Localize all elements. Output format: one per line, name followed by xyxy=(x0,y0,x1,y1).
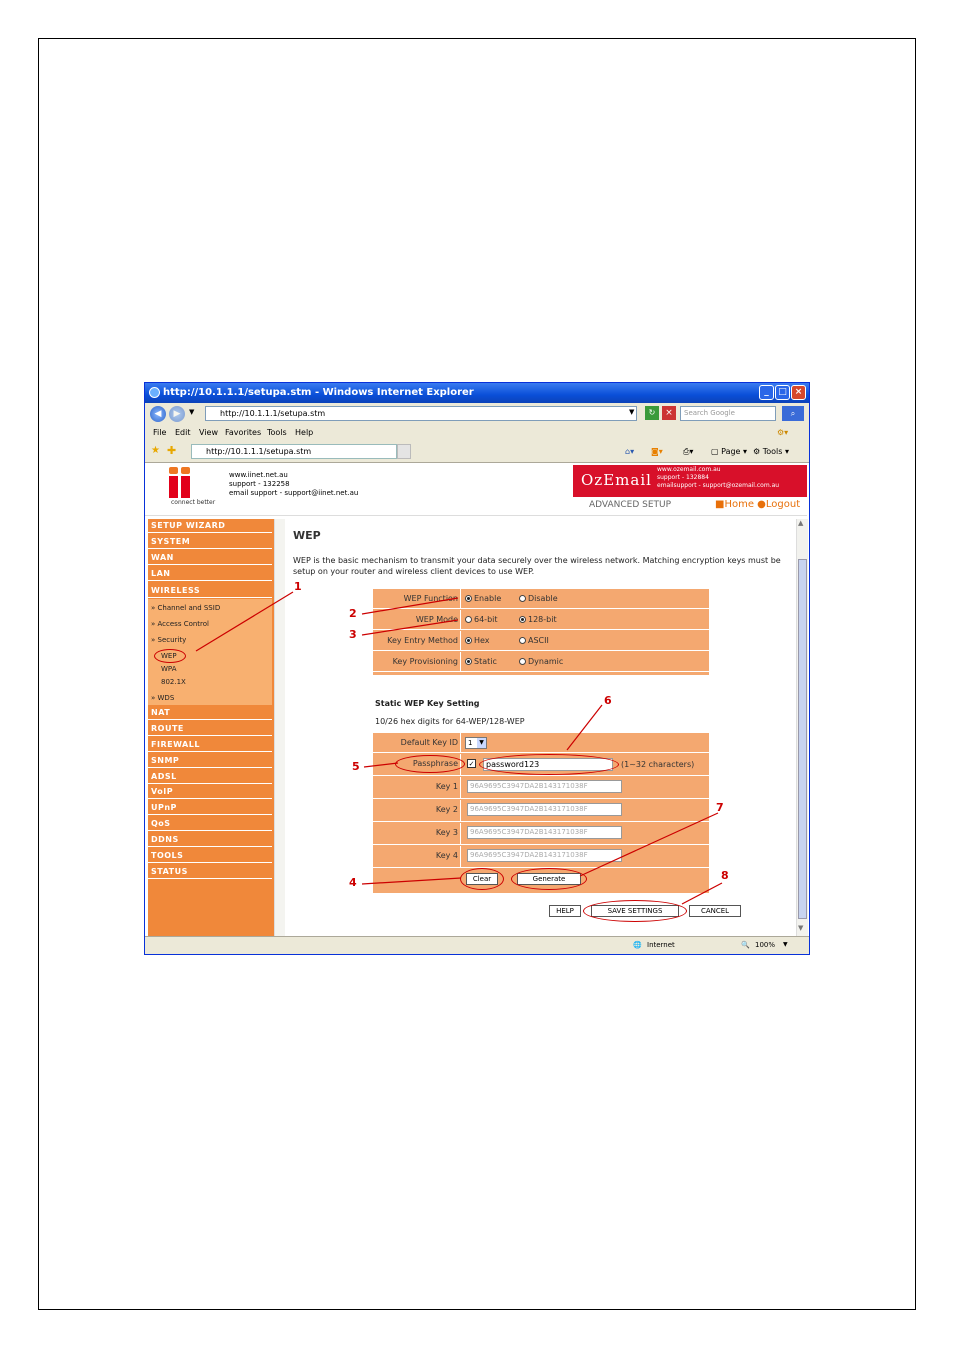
static-wep-title: Static WEP Key Setting xyxy=(375,699,480,708)
wep-function-row xyxy=(373,589,709,609)
ie-icon xyxy=(149,387,160,398)
default-key-label: Default Key ID xyxy=(373,733,461,752)
menu-favorites[interactable]: Favorites xyxy=(225,428,262,437)
menu-bar xyxy=(145,425,809,441)
iinet-site: www.iinet.net.au xyxy=(229,471,288,479)
zoom-dropdown-icon[interactable]: ▼ xyxy=(783,941,788,948)
sidebar-item-access-control[interactable]: » Access Control xyxy=(151,620,209,628)
passphrase-highlight-ring xyxy=(395,755,465,773)
ascii-label: ASCII xyxy=(528,636,549,645)
page-description: WEP is the basic mechanism to transmit your data securely over the wireless network. Matching encryption keys must be setup on your router and wireless client devices to use WEP. xyxy=(293,556,781,576)
key2-label: Key 2 xyxy=(373,800,461,821)
search-icon[interactable]: ⌕ xyxy=(782,406,804,421)
wep-mode-128[interactable] xyxy=(519,610,557,629)
sidebar-item-setup-wizard[interactable]: SETUP WIZARD xyxy=(148,519,272,533)
dynamic-label: Dynamic xyxy=(528,657,564,666)
key-provisioning-row xyxy=(373,652,709,672)
key1-input[interactable]: 96A9695C3947DA2B143171038F xyxy=(467,780,622,793)
key-entry-ascii[interactable] xyxy=(519,631,549,650)
hex-label: Hex xyxy=(474,636,490,645)
menu-tools[interactable]: Tools xyxy=(267,428,287,437)
history-dropdown-icon[interactable]: ▼ xyxy=(189,408,195,416)
iinet-support: support - 132258 xyxy=(229,480,290,488)
sidebar-item-wds[interactable]: » WDS xyxy=(151,694,175,702)
enable-label: Enable xyxy=(474,594,502,603)
ozemail-banner xyxy=(573,465,807,497)
iinet-contact xyxy=(229,471,358,498)
menu-view[interactable]: View xyxy=(199,428,218,437)
tab-setupa[interactable]: http://10.1.1.1/setupa.stm xyxy=(191,444,397,459)
generate-highlight-ring xyxy=(511,868,587,890)
sidebar-item-channel-ssid[interactable]: » Channel and SSID xyxy=(151,604,221,612)
zoom-icon[interactable]: 🔍 xyxy=(741,941,750,949)
feeds-icon[interactable]: ◙▾ xyxy=(651,447,663,456)
disable-label: Disable xyxy=(528,594,558,603)
close-button[interactable]: × xyxy=(791,385,806,400)
radio-icon[interactable] xyxy=(519,658,526,665)
default-key-row xyxy=(373,733,709,753)
tools-menu-label: Tools xyxy=(762,447,783,456)
header-divider xyxy=(145,515,807,516)
browser-window xyxy=(144,382,810,955)
save-settings-button[interactable]: SAVE SETTINGS xyxy=(591,905,679,917)
static-label: Static xyxy=(474,657,497,666)
help-button[interactable]: HELP xyxy=(549,905,581,917)
tools-menu[interactable]: ⚙ Tools ▾ xyxy=(753,447,789,456)
generate-button[interactable]: Generate xyxy=(517,873,581,885)
passphrase-input-highlight-ring xyxy=(479,754,619,775)
sidebar-item-lan[interactable]: LAN xyxy=(148,567,272,581)
sidebar-item-upnp[interactable]: UPnP xyxy=(148,801,272,815)
wep-mode-label: WEP Mode xyxy=(373,610,461,629)
key4-label: Key 4 xyxy=(373,846,461,867)
print-icon[interactable]: ⎙▾ xyxy=(683,447,694,456)
zoom-level[interactable]: 100% xyxy=(755,941,776,949)
128bit-label: 128-bit xyxy=(528,615,557,624)
minimize-button[interactable]: _ xyxy=(759,385,774,400)
callout-4: 4 xyxy=(349,876,357,889)
sidebar-item-8021x[interactable]: 802.1X xyxy=(161,678,186,686)
logout-link-label[interactable]: Logout xyxy=(765,499,801,510)
64bit-label: 64-bit xyxy=(474,615,498,624)
sidebar-item-snmp[interactable]: SNMP xyxy=(148,754,272,768)
title-bar xyxy=(145,383,809,403)
key-prov-dynamic[interactable] xyxy=(519,652,563,671)
sidebar-item-wan[interactable]: WAN xyxy=(148,551,272,565)
static-key-table xyxy=(373,733,709,893)
advanced-setup-label: ADVANCED SETUP xyxy=(589,500,672,510)
menu-help[interactable]: Help xyxy=(295,428,314,437)
forward-icon[interactable]: ▶ xyxy=(169,406,185,422)
refresh-icon[interactable]: ↻ xyxy=(645,406,659,420)
key1-label: Key 1 xyxy=(373,777,461,798)
new-tab-button[interactable] xyxy=(397,444,411,459)
callout-8: 8 xyxy=(721,869,729,882)
callout-5: 5 xyxy=(352,760,360,773)
favorites-star-icon[interactable]: ★ xyxy=(151,445,160,456)
address-dropdown-icon[interactable]: ▼ xyxy=(629,408,635,416)
static-wep-hint: 10/26 hex digits for 64-WEP/128-WEP xyxy=(375,717,525,726)
key1-row xyxy=(373,777,709,799)
sidebar-item-security[interactable]: » Security xyxy=(151,636,187,644)
save-highlight-ring xyxy=(583,900,687,922)
status-zone: Internet xyxy=(647,941,675,949)
address-toolbar xyxy=(145,403,809,425)
ozemail-contact xyxy=(657,466,779,490)
menu-file[interactable]: File xyxy=(153,428,167,437)
home-link[interactable]: ■Home ●Logout xyxy=(715,499,801,510)
key-prov-static[interactable] xyxy=(465,652,497,671)
key-entry-label: Key Entry Method xyxy=(373,631,461,650)
key3-row xyxy=(373,823,709,845)
chevron-down-icon[interactable]: ▼ xyxy=(477,738,486,748)
callout-6: 6 xyxy=(604,694,612,707)
key4-row xyxy=(373,846,709,868)
key4-input[interactable]: 96A9695C3947DA2B143171038F xyxy=(467,849,622,862)
wep-mode-row xyxy=(373,610,709,630)
sidebar-item-wpa[interactable]: WPA xyxy=(161,665,177,673)
callout-3: 3 xyxy=(349,628,357,641)
callout-2: 2 xyxy=(349,607,357,620)
key3-label: Key 3 xyxy=(373,823,461,844)
sidebar-item-wep[interactable]: WEP xyxy=(161,652,177,660)
sidebar-item-voip[interactable]: VoIP xyxy=(148,785,272,799)
search-input[interactable]: Search Google xyxy=(680,406,776,421)
status-bar xyxy=(145,936,809,954)
scroll-thumb[interactable] xyxy=(798,559,807,919)
radio-icon[interactable] xyxy=(465,637,472,644)
page-content xyxy=(145,463,809,936)
key-provisioning-label: Key Provisioning xyxy=(373,652,461,671)
sidebar xyxy=(148,519,274,936)
wep-mode-64[interactable] xyxy=(465,610,498,629)
sidebar-item-status[interactable]: STATUS xyxy=(148,865,272,879)
oz-email: emailsupport - support@ozemail.com.au xyxy=(657,482,780,489)
page-title: WEP xyxy=(293,529,321,542)
oz-site: www.ozemail.com.au xyxy=(657,466,721,473)
page-scrollbar[interactable] xyxy=(796,519,808,936)
passphrase-checkbox[interactable]: ✓ xyxy=(468,760,475,768)
iinet-email: email support - support@iinet.net.au xyxy=(229,489,359,497)
wep-function-label: WEP Function xyxy=(373,589,461,608)
sidebar-item-route[interactable]: ROUTE xyxy=(148,722,272,736)
page-menu-label: Page xyxy=(721,447,741,456)
radio-icon[interactable] xyxy=(465,658,472,665)
radio-icon[interactable] xyxy=(519,637,526,644)
sidebar-item-nat[interactable]: NAT xyxy=(148,706,272,720)
key-entry-hex[interactable] xyxy=(465,631,490,650)
key3-input[interactable]: 96A9695C3947DA2B143171038F xyxy=(467,826,622,839)
sidebar-item-ddns[interactable]: DDNS xyxy=(148,833,272,847)
clear-button[interactable]: Clear xyxy=(466,873,498,885)
radio-icon[interactable] xyxy=(519,616,526,623)
iinet-header xyxy=(145,463,545,515)
wep-settings-table xyxy=(373,589,709,675)
radio-icon[interactable] xyxy=(465,595,472,602)
home-link-label: Home xyxy=(724,499,754,510)
passphrase-hint: (1~32 characters) xyxy=(621,760,695,769)
radio-icon[interactable] xyxy=(465,616,472,623)
settings-icon[interactable]: ⚙▾ xyxy=(777,428,789,437)
callout-1: 1 xyxy=(294,580,302,593)
oz-support: support - 132884 xyxy=(657,474,709,481)
key-entry-row xyxy=(373,631,709,651)
sidebar-scrollbar[interactable] xyxy=(274,519,285,936)
radio-icon[interactable] xyxy=(519,595,526,602)
back-icon[interactable]: ◀ xyxy=(150,406,166,422)
callout-7: 7 xyxy=(716,801,724,814)
sidebar-item-tools[interactable]: TOOLS xyxy=(148,849,272,863)
address-input[interactable]: http://10.1.1.1/setupa.stm xyxy=(205,406,637,421)
wep-function-disable[interactable] xyxy=(519,589,558,608)
logo-caption: connect better xyxy=(171,499,216,506)
menu-edit[interactable]: Edit xyxy=(175,428,191,437)
cancel-button[interactable]: CANCEL xyxy=(689,905,741,917)
stop-icon[interactable]: × xyxy=(662,406,676,420)
sidebar-item-adsl[interactable]: ADSL xyxy=(148,770,272,784)
sidebar-item-firewall[interactable]: FIREWALL xyxy=(148,738,272,752)
globe-icon: 🌐 xyxy=(633,941,642,949)
passphrase-input[interactable]: password123 xyxy=(483,758,613,771)
key2-row xyxy=(373,800,709,822)
page-menu[interactable]: ▢ Page ▾ xyxy=(711,447,748,456)
default-key-select[interactable] xyxy=(465,737,487,749)
default-key-value: 1 xyxy=(468,739,473,747)
clear-highlight-ring xyxy=(460,868,504,890)
wep-highlight-ring xyxy=(154,649,186,663)
scroll-down-icon[interactable]: ▼ xyxy=(798,924,804,932)
add-favorite-icon[interactable]: ✚ xyxy=(167,444,177,457)
tab-bar xyxy=(145,441,809,463)
scroll-up-icon[interactable]: ▲ xyxy=(798,519,804,527)
sidebar-item-wireless[interactable]: WIRELESS xyxy=(148,584,272,598)
home-icon[interactable]: ⌂▾ xyxy=(625,447,635,456)
passphrase-label: Passphrase xyxy=(373,754,461,775)
ozemail-logo: OzEmail xyxy=(581,471,652,489)
window-title: http://10.1.1.1/setupa.stm - Windows Internet Explorer xyxy=(163,387,474,398)
sidebar-item-system[interactable]: SYSTEM xyxy=(148,535,272,549)
wep-function-enable[interactable] xyxy=(465,589,501,608)
key2-input[interactable]: 96A9695C3947DA2B143171038F xyxy=(467,803,622,816)
sidebar-item-qos[interactable]: QoS xyxy=(148,817,272,831)
maximize-button[interactable]: □ xyxy=(775,385,790,400)
